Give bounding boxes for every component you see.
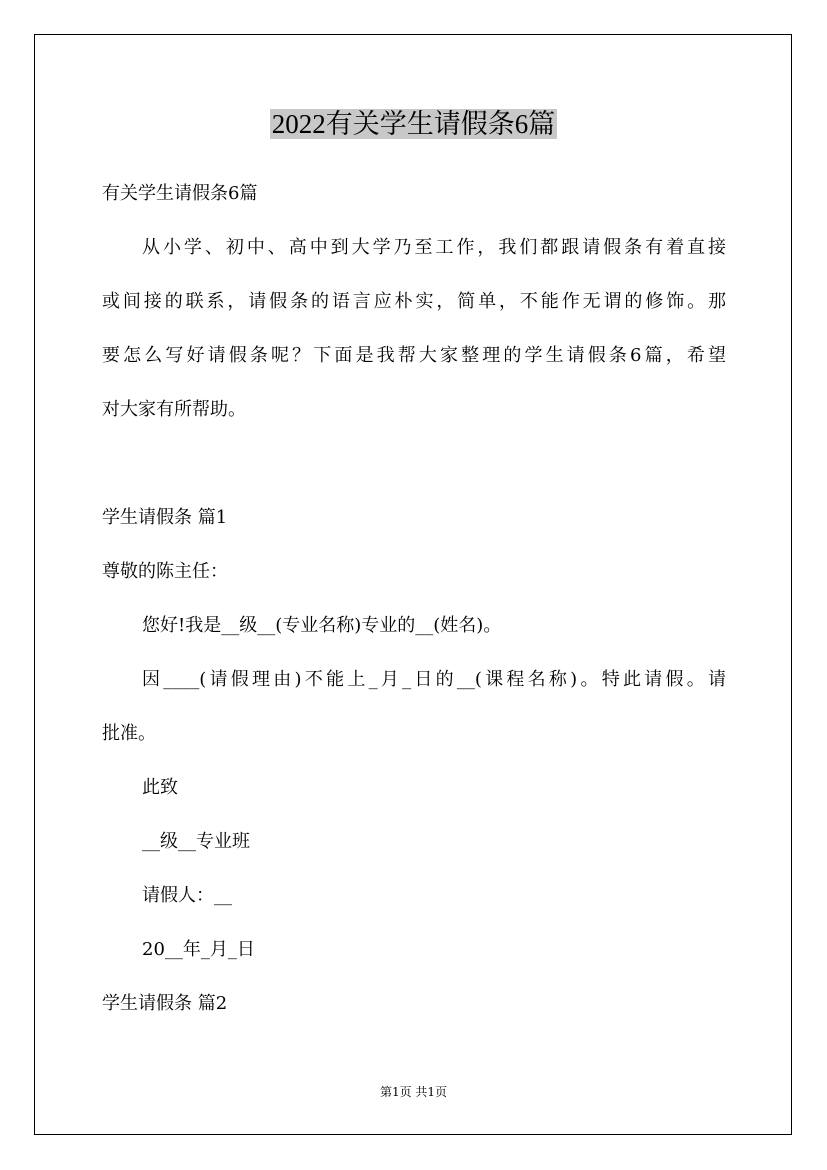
- document-title: [0, 100, 827, 148]
- section-2-heading: 学生请假条 篇2: [102, 993, 228, 1014]
- reason-line-1: 因____(请假理由)不能上_月_日的__(课程名称)。特此请假。请: [142, 669, 726, 690]
- intro-line-4: 对大家有所帮助。: [102, 399, 246, 420]
- applicant-line: 请假人：__: [142, 885, 232, 906]
- document-title-text: 2022有关学生请假条6篇: [271, 109, 556, 139]
- section-1-heading: 学生请假条 篇1: [102, 507, 228, 528]
- subtitle: 有关学生请假条6篇: [102, 183, 258, 204]
- salutation: 尊敬的陈主任：: [102, 561, 228, 582]
- reason-line-2: 批准。: [102, 723, 156, 744]
- greeting-line: 您好!我是__级__(专业名称)专业的__(姓名)。: [142, 615, 502, 636]
- class-line: __级__专业班: [142, 831, 250, 852]
- date-line: 20__年_月_日: [142, 939, 255, 960]
- intro-line-2: 或间接的联系，请假条的语言应朴实，简单，不能作无谓的修饰。那: [102, 291, 726, 312]
- closing-line: 此致: [142, 777, 178, 798]
- intro-line-1: 从小学、初中、高中到大学乃至工作，我们都跟请假条有着直接: [142, 237, 726, 258]
- intro-line-3: 要怎么写好请假条呢？下面是我帮大家整理的学生请假条6篇，希望: [102, 345, 726, 366]
- page-footer: 第1页 共1页: [379, 1085, 448, 1099]
